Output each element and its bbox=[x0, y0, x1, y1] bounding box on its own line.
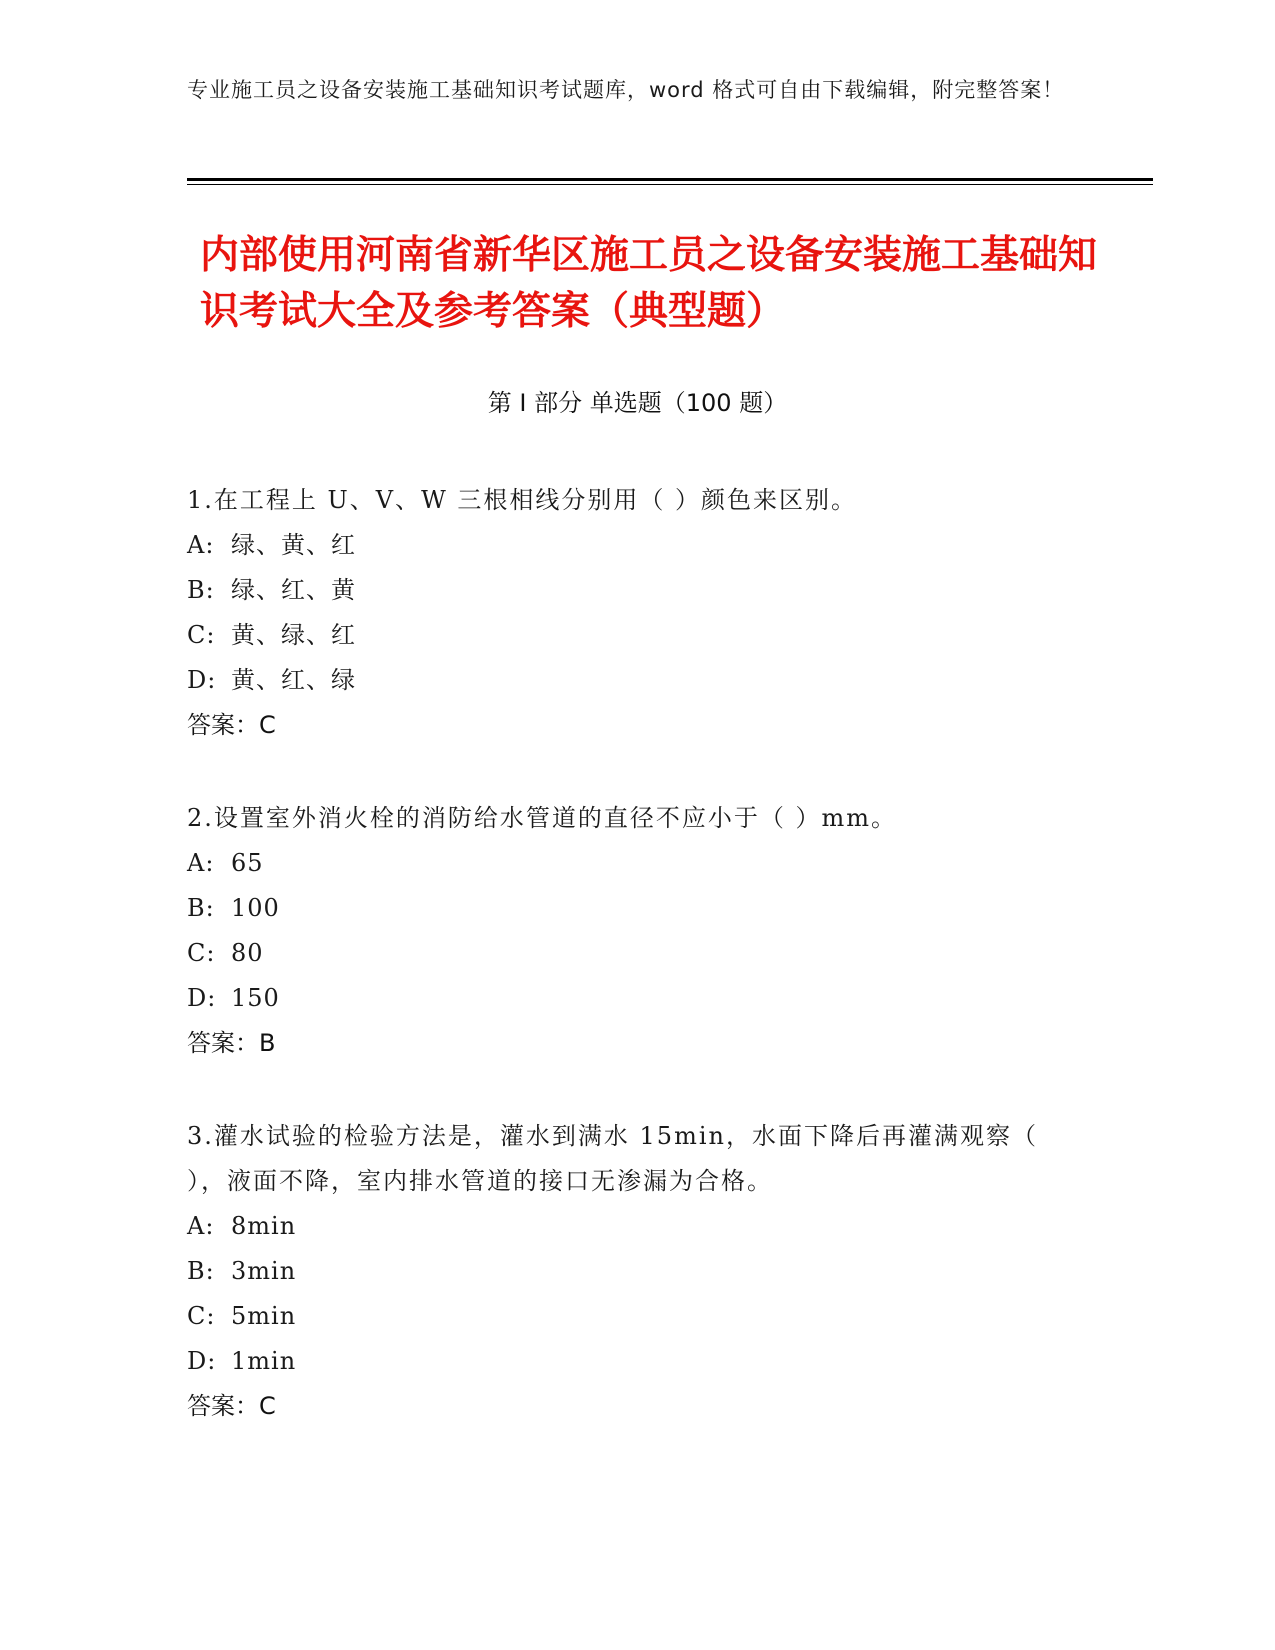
document-title: 内部使用河南省新华区施工员之设备安装施工基础知识考试大全及参考答案（典型题） bbox=[200, 233, 1098, 334]
header-divider-thick bbox=[187, 178, 1153, 181]
question-1 bbox=[187, 478, 1087, 748]
option-b bbox=[187, 886, 1087, 931]
option-a bbox=[187, 1204, 1087, 1249]
option-d bbox=[187, 976, 1087, 1021]
option-key: D: bbox=[187, 984, 217, 1012]
option-text: 5min bbox=[231, 1302, 297, 1330]
option-key: C: bbox=[187, 621, 216, 649]
option-d bbox=[187, 658, 1087, 703]
option-a bbox=[187, 523, 1087, 568]
option-key: D: bbox=[187, 666, 217, 694]
question-3 bbox=[187, 1114, 1087, 1429]
option-text: 绿、黄、红 bbox=[231, 531, 356, 559]
option-a bbox=[187, 841, 1087, 886]
question-stem: 1.在工程上 U、V、W 三根相线分别用（ ）颜色来区别。 bbox=[187, 486, 858, 514]
question-stem: 2.设置室外消火栓的消防给水管道的直径不应小于（ ）mm。 bbox=[187, 804, 898, 832]
option-text: 80 bbox=[231, 939, 264, 967]
option-text: 1min bbox=[231, 1347, 297, 1375]
option-text: 65 bbox=[231, 849, 264, 877]
option-c bbox=[187, 613, 1087, 658]
option-text: 绿、红、黄 bbox=[231, 576, 356, 604]
option-b bbox=[187, 568, 1087, 613]
question-2 bbox=[187, 796, 1087, 1066]
answer-line: 答案：C bbox=[187, 711, 276, 739]
option-c bbox=[187, 931, 1087, 976]
question-stem: 3.灌水试验的检验方法是，灌水到满水 15min，水面下降后再灌满观察（ ），液面不降，室内排水管道的接口无渗漏为合格。 bbox=[187, 1122, 1038, 1195]
option-text: 黄、红、绿 bbox=[231, 666, 356, 694]
header-note: 专业施工员之设备安装施工基础知识考试题库，word 格式可自由下载编辑，附完整答案！ bbox=[187, 78, 1065, 102]
section-title: 第 I 部分 单选题（100 题） bbox=[487, 389, 788, 417]
option-key: B: bbox=[187, 1257, 215, 1285]
option-key: A: bbox=[187, 531, 215, 559]
option-b bbox=[187, 1249, 1087, 1294]
answer-line: 答案：C bbox=[187, 1392, 276, 1420]
answer-line: 答案：B bbox=[187, 1029, 276, 1057]
option-text: 100 bbox=[231, 894, 280, 922]
option-d bbox=[187, 1339, 1087, 1384]
option-text: 黄、绿、红 bbox=[231, 621, 356, 649]
option-text: 8min bbox=[231, 1212, 297, 1240]
option-key: C: bbox=[187, 1302, 216, 1330]
option-key: B: bbox=[187, 894, 215, 922]
option-key: B: bbox=[187, 576, 215, 604]
option-key: A: bbox=[187, 1212, 215, 1240]
header-divider-thin bbox=[187, 184, 1153, 185]
option-key: D: bbox=[187, 1347, 217, 1375]
option-key: C: bbox=[187, 939, 216, 967]
option-key: A: bbox=[187, 849, 215, 877]
option-text: 150 bbox=[231, 984, 280, 1012]
option-c bbox=[187, 1294, 1087, 1339]
option-text: 3min bbox=[231, 1257, 297, 1285]
